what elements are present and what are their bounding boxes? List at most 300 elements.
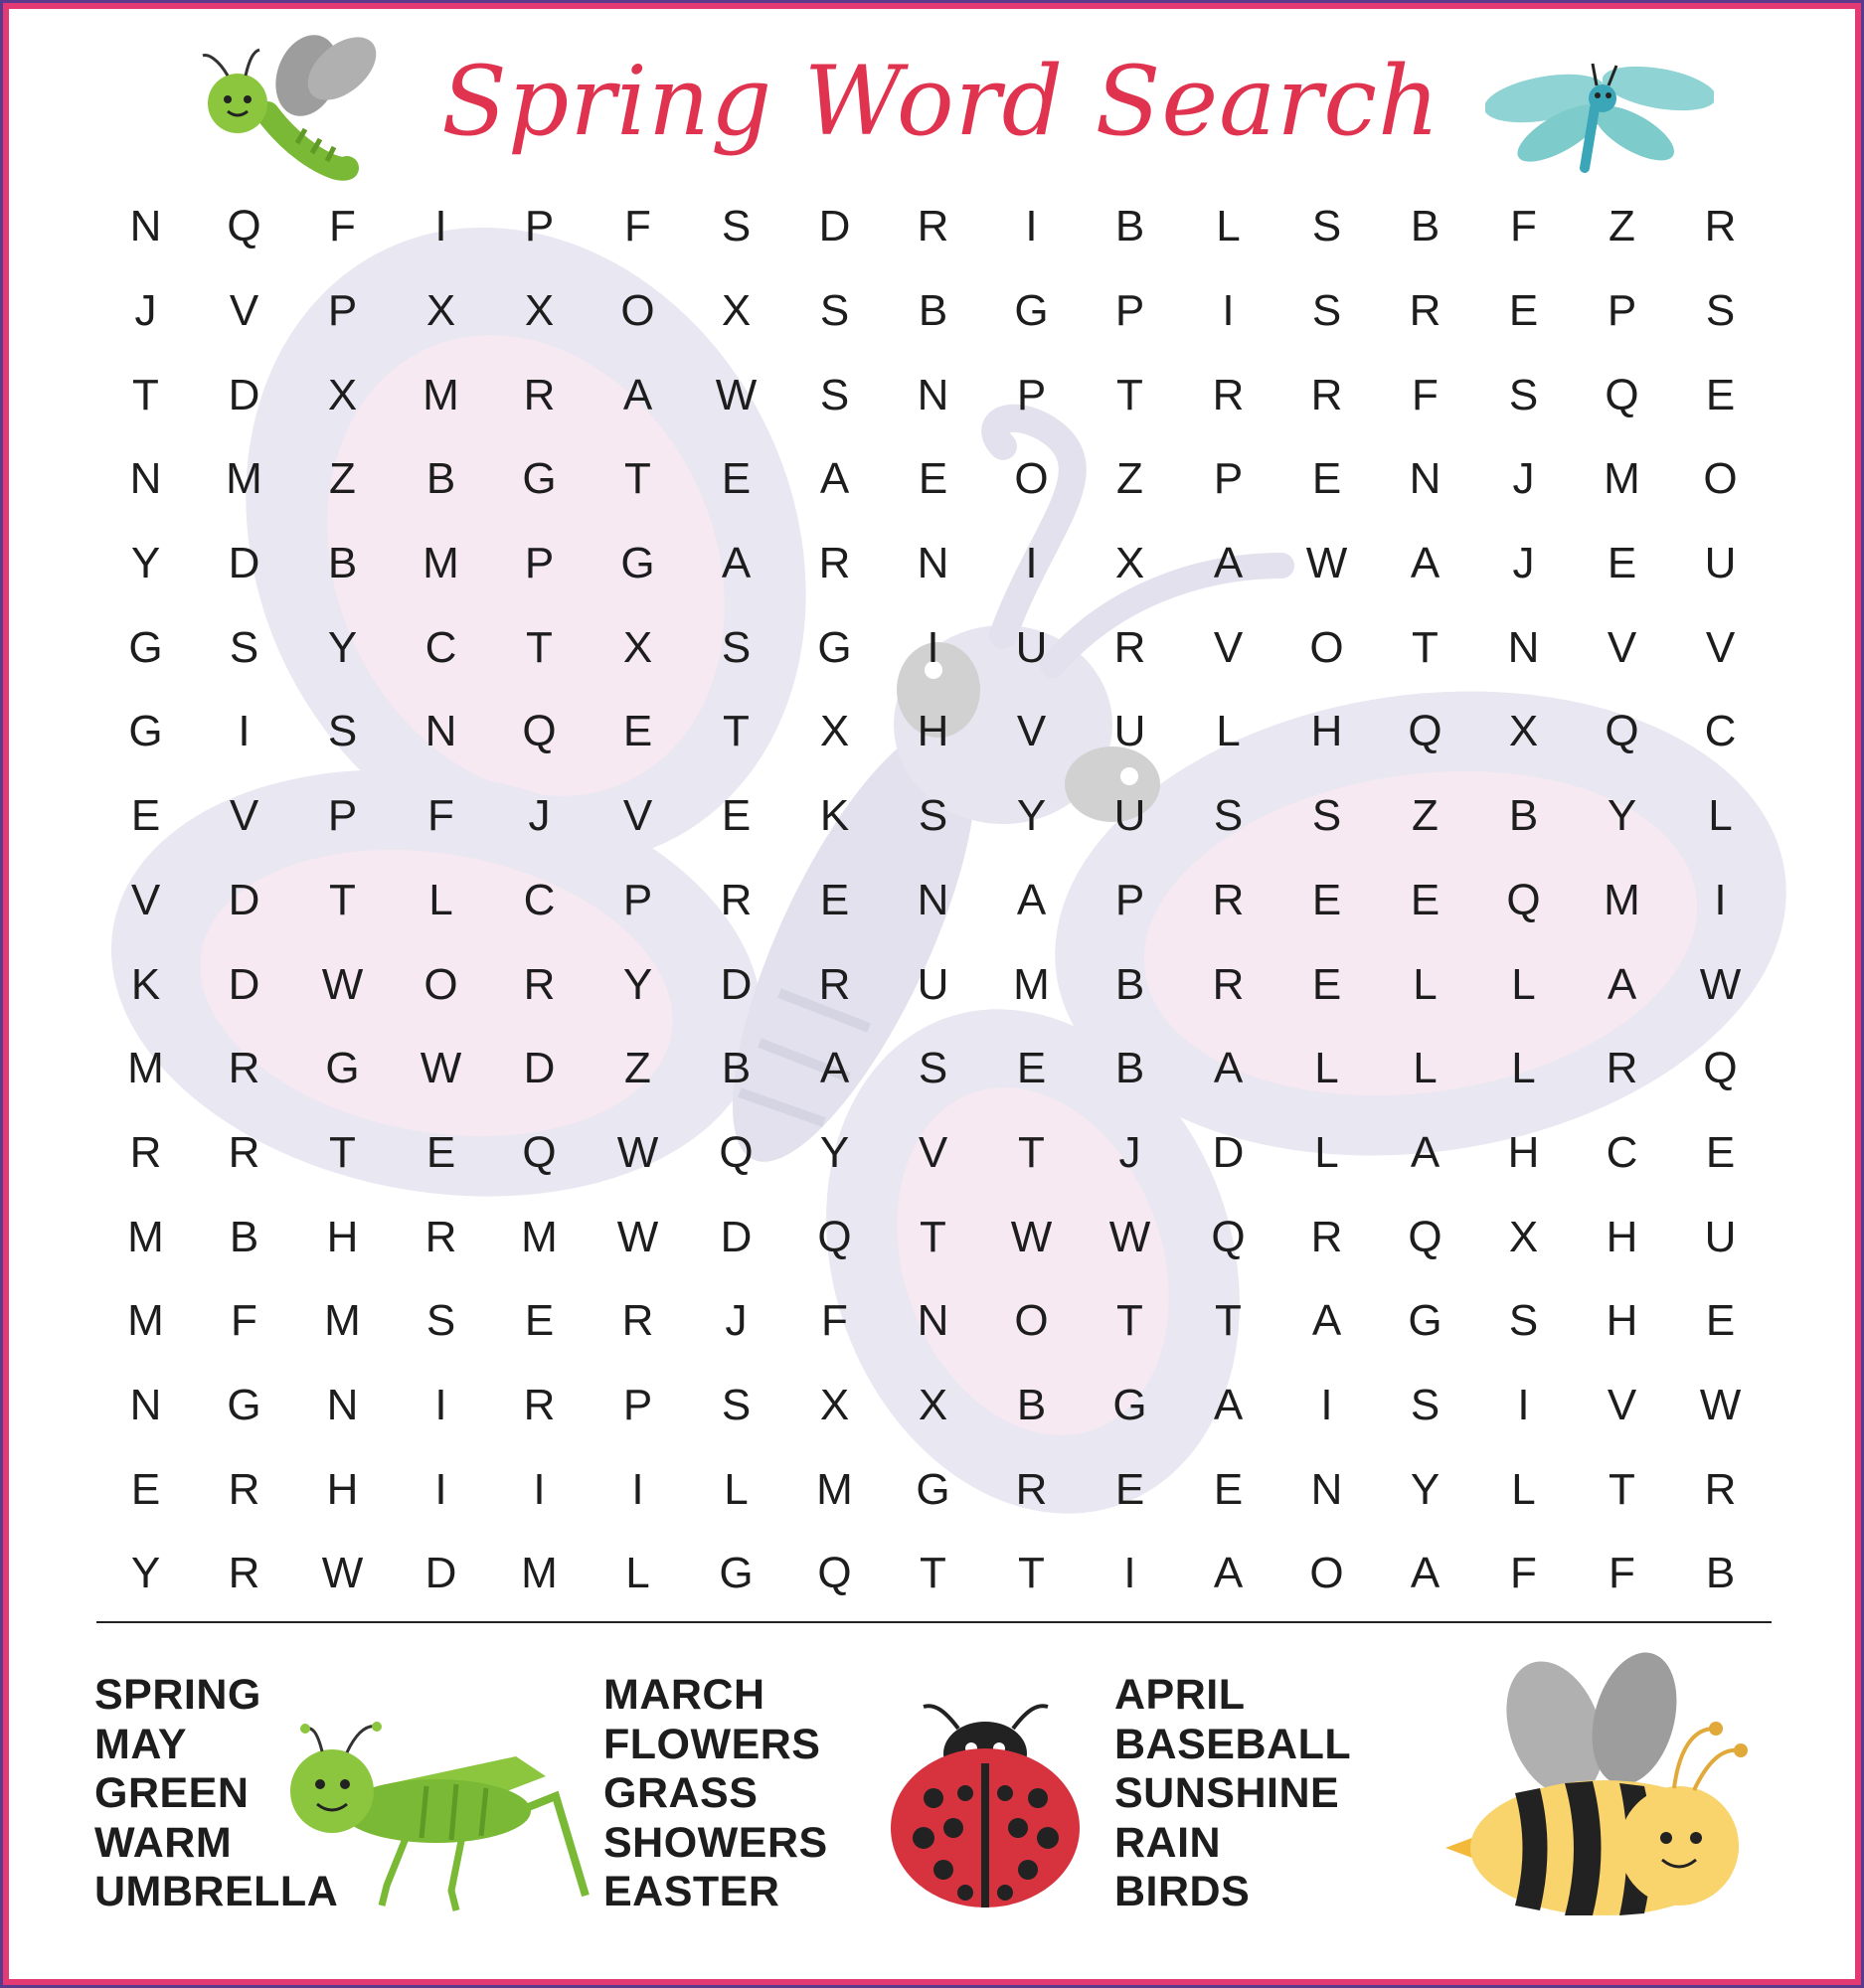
grid-letter[interactable]: F <box>231 1296 257 1346</box>
grid-letter[interactable]: Z <box>329 454 356 504</box>
grid-letter[interactable]: G <box>1112 1380 1147 1429</box>
grid-letter[interactable]: V <box>1607 622 1637 672</box>
grid-letter[interactable]: Y <box>622 959 653 1009</box>
grid-letter[interactable]: W <box>715 370 758 419</box>
grid-letter[interactable]: D <box>720 959 753 1009</box>
grid-letter[interactable]: I <box>631 1464 644 1514</box>
grid-letter[interactable]: P <box>1607 286 1637 336</box>
grid-letter[interactable]: W <box>1305 539 1348 588</box>
grid-letter[interactable]: P <box>1016 370 1047 419</box>
grid-letter[interactable]: S <box>1508 1296 1539 1346</box>
word-item: WARM <box>94 1818 233 1867</box>
grid-letter[interactable]: X <box>425 286 456 336</box>
grid-letter[interactable]: V <box>918 1127 948 1177</box>
grid-letter[interactable]: X <box>1508 1212 1539 1261</box>
grid-letter[interactable]: B <box>1508 791 1539 841</box>
grid-letter[interactable]: S <box>721 1380 752 1429</box>
grid-letter[interactable]: E <box>1508 286 1539 336</box>
grid-letter[interactable]: W <box>321 959 364 1009</box>
grid-letter[interactable]: O <box>1703 454 1738 504</box>
grid-letter[interactable]: W <box>616 1212 659 1261</box>
grid-letter[interactable]: A <box>1016 875 1047 924</box>
grid-letter[interactable]: T <box>920 1549 946 1598</box>
grid-letter[interactable]: B <box>1114 959 1145 1009</box>
grid-letter[interactable]: R <box>523 959 556 1009</box>
grid-letter[interactable]: D <box>228 539 260 588</box>
grid-letter[interactable]: E <box>721 791 752 841</box>
grid-letter[interactable]: G <box>522 454 557 504</box>
grid-letter[interactable]: L <box>625 1549 650 1598</box>
grid-letter[interactable]: I <box>1320 1380 1333 1429</box>
grid-letter[interactable]: O <box>1014 454 1049 504</box>
grid-letter[interactable]: E <box>721 454 752 504</box>
word-item: SUNSHINE <box>1114 1769 1340 1817</box>
grid-letter[interactable]: W <box>321 1549 364 1598</box>
grid-letter[interactable]: N <box>326 1380 359 1429</box>
grid-letter[interactable]: O <box>424 959 458 1009</box>
grid-letter[interactable]: L <box>1314 1044 1339 1093</box>
grid-letter[interactable]: I <box>927 622 939 672</box>
grid-letter[interactable]: R <box>1212 875 1245 924</box>
grid-letter[interactable]: B <box>327 539 358 588</box>
grid-letter[interactable]: F <box>427 791 454 841</box>
grid-letter[interactable]: P <box>327 286 358 336</box>
grid-letter[interactable]: D <box>523 1044 556 1093</box>
grid-letter[interactable]: T <box>624 454 651 504</box>
grid-letter[interactable]: G <box>128 707 163 756</box>
grid-letter[interactable]: Q <box>1408 707 1442 756</box>
grid-letter[interactable]: Q <box>817 1549 852 1598</box>
grid-letter[interactable]: Y <box>327 622 358 672</box>
grid-letter[interactable]: R <box>228 1549 260 1598</box>
grid-letter[interactable]: J <box>725 1296 748 1346</box>
grid-letter[interactable]: S <box>1311 791 1342 841</box>
grid-letter[interactable]: O <box>620 286 655 336</box>
grid-letter[interactable]: O <box>1309 622 1344 672</box>
grid-letter[interactable]: M <box>324 1296 361 1346</box>
grid-letter[interactable]: A <box>1213 1549 1244 1598</box>
grid-letter[interactable]: N <box>917 539 949 588</box>
grid-letter[interactable]: P <box>622 1380 653 1429</box>
grid-letter[interactable]: F <box>624 202 651 251</box>
grid-letter[interactable]: P <box>327 791 358 841</box>
grid-letter[interactable]: R <box>1310 1212 1343 1261</box>
grid-letter[interactable]: X <box>1114 539 1145 588</box>
grid-letter[interactable]: N <box>917 370 949 419</box>
grid-letter[interactable]: F <box>329 202 356 251</box>
grid-letter[interactable]: S <box>1311 202 1342 251</box>
grid-letter[interactable]: L <box>1511 959 1536 1009</box>
grid-letter[interactable]: T <box>1116 370 1143 419</box>
grid-letter[interactable]: B <box>425 454 456 504</box>
grid-letter[interactable]: G <box>620 539 655 588</box>
grid-letter[interactable]: G <box>325 1044 360 1093</box>
grid-letter[interactable]: V <box>229 791 259 841</box>
grid-letter[interactable]: Z <box>1116 454 1143 504</box>
grid-letter[interactable]: Q <box>817 1212 852 1261</box>
grid-letter[interactable]: E <box>1607 539 1637 588</box>
grid-letter[interactable]: M <box>127 1296 164 1346</box>
grid-letter[interactable]: R <box>129 1127 162 1177</box>
grid-letter[interactable]: R <box>621 1296 654 1346</box>
grid-letter[interactable]: D <box>228 370 260 419</box>
grid-letter[interactable]: R <box>228 1127 260 1177</box>
grid-letter[interactable]: R <box>1704 202 1737 251</box>
grid-letter[interactable]: P <box>524 539 555 588</box>
grid-letter[interactable]: B <box>1114 202 1145 251</box>
word-item: RAIN <box>1114 1818 1222 1867</box>
grid-letter[interactable]: M <box>521 1212 558 1261</box>
grid-letter[interactable]: P <box>622 875 653 924</box>
grid-letter[interactable]: T <box>526 622 553 672</box>
grid-letter[interactable]: S <box>229 622 259 672</box>
grid-letter[interactable]: W <box>616 1127 659 1177</box>
grid-letter[interactable]: A <box>819 1044 850 1093</box>
grid-letter[interactable]: E <box>1311 959 1342 1009</box>
grid-letter[interactable]: E <box>1016 1044 1047 1093</box>
word-item: EASTER <box>603 1868 780 1915</box>
grid-letter[interactable]: L <box>1511 1464 1536 1514</box>
grid-letter[interactable]: O <box>1309 1549 1344 1598</box>
grid-letter[interactable]: R <box>523 370 556 419</box>
grid-letter[interactable]: V <box>1016 707 1047 756</box>
grid-letter[interactable]: Y <box>130 1549 161 1598</box>
grid-letter[interactable]: W <box>1010 1212 1053 1261</box>
grid-letter[interactable]: S <box>1213 791 1244 841</box>
grid-letter[interactable]: R <box>1310 370 1343 419</box>
grid-letter[interactable]: E <box>130 1464 161 1514</box>
grid-letter[interactable]: F <box>1510 202 1537 251</box>
grid-letter[interactable]: S <box>819 370 850 419</box>
grid-letter[interactable]: L <box>428 875 453 924</box>
grid-letter[interactable]: D <box>818 202 851 251</box>
grid-letter[interactable]: I <box>434 202 447 251</box>
word-item: GRASS <box>603 1769 759 1817</box>
grid-letter[interactable]: E <box>1311 875 1342 924</box>
grid-letter[interactable]: S <box>1508 370 1539 419</box>
grid-letter[interactable]: N <box>129 454 162 504</box>
grid-letter[interactable]: B <box>1016 1380 1047 1429</box>
grid-letter[interactable]: S <box>327 707 358 756</box>
grid-letter[interactable]: N <box>129 202 162 251</box>
grid-letter[interactable]: V <box>1705 622 1736 672</box>
grid-letter[interactable]: G <box>227 1380 261 1429</box>
grid-letter[interactable]: T <box>1412 622 1439 672</box>
grid-letter[interactable]: I <box>238 707 251 756</box>
grid-letter[interactable]: H <box>326 1464 359 1514</box>
grid-letter[interactable]: J <box>528 791 551 841</box>
grid-letter[interactable]: C <box>1606 1127 1638 1177</box>
word-list-column-2 <box>603 1671 828 1917</box>
grid-letter[interactable]: M <box>816 1464 853 1514</box>
grid-letter[interactable]: N <box>424 707 457 756</box>
grid-letter[interactable]: J <box>134 286 157 336</box>
grid-letter[interactable]: A <box>1410 1127 1440 1177</box>
grid-letter[interactable]: Y <box>130 539 161 588</box>
grid-letter[interactable]: I <box>1517 1380 1530 1429</box>
grid-letter[interactable]: C <box>1704 707 1737 756</box>
grid-letter[interactable]: D <box>720 1212 753 1261</box>
grid-letter[interactable]: Q <box>1408 1212 1442 1261</box>
grid-letter[interactable]: E <box>1705 370 1736 419</box>
grid-letter[interactable]: Q <box>1703 1044 1738 1093</box>
grid-letter[interactable]: S <box>425 1296 456 1346</box>
grid-letter[interactable]: F <box>1609 1549 1635 1598</box>
grid-letter[interactable]: Y <box>1607 791 1637 841</box>
grid-letter[interactable]: L <box>1511 1044 1536 1093</box>
grid-letter[interactable]: Q <box>522 1127 557 1177</box>
grid-letter[interactable]: R <box>228 1044 260 1093</box>
grid-letter[interactable]: B <box>229 1212 259 1261</box>
grid-letter[interactable]: S <box>918 1044 948 1093</box>
grid-letter[interactable]: Z <box>1609 202 1635 251</box>
grid-letter[interactable]: X <box>819 707 850 756</box>
grid-letter[interactable]: X <box>819 1380 850 1429</box>
grid-letter[interactable]: I <box>1714 875 1727 924</box>
grid-letter[interactable]: K <box>130 959 161 1009</box>
grid-letter[interactable]: H <box>1606 1212 1638 1261</box>
grid-letter[interactable]: R <box>1606 1044 1638 1093</box>
grid-letter[interactable]: R <box>1015 1464 1048 1514</box>
grid-letter[interactable]: I <box>434 1464 447 1514</box>
grid-letter[interactable]: M <box>1013 959 1050 1009</box>
grid-letter[interactable]: L <box>1216 202 1241 251</box>
grid-letter[interactable]: A <box>1213 539 1244 588</box>
grid-letter[interactable]: Q <box>1605 370 1639 419</box>
grid-letter[interactable]: R <box>818 959 851 1009</box>
grid-letter[interactable]: S <box>918 791 948 841</box>
grid-letter[interactable]: F <box>1510 1549 1537 1598</box>
grid-letter[interactable]: H <box>1507 1127 1540 1177</box>
grid-letter[interactable]: C <box>424 622 457 672</box>
grid-letter[interactable]: F <box>821 1296 848 1346</box>
word-item: FLOWERS <box>603 1720 821 1768</box>
grid-letter[interactable]: T <box>1215 1296 1242 1346</box>
grid-letter[interactable]: X <box>721 286 752 336</box>
grid-letter[interactable]: S <box>1705 286 1736 336</box>
grid-letter[interactable]: B <box>1114 1044 1145 1093</box>
grid-letter[interactable]: F <box>1412 370 1439 419</box>
grid-letter[interactable]: T <box>329 875 356 924</box>
grid-letter[interactable]: Y <box>819 1127 850 1177</box>
grid-letter[interactable]: N <box>917 1296 949 1346</box>
grid-letter[interactable]: Y <box>1016 791 1047 841</box>
grid-letter[interactable]: S <box>721 202 752 251</box>
grid-letter[interactable]: I <box>1025 202 1038 251</box>
grid-letter[interactable]: I <box>434 1380 447 1429</box>
grid-letter[interactable]: H <box>1606 1296 1638 1346</box>
grid-letter[interactable]: A <box>1213 1044 1244 1093</box>
grid-letter[interactable]: G <box>719 1549 754 1598</box>
grid-letter[interactable]: I <box>1222 286 1235 336</box>
grid-letter[interactable]: G <box>1408 1296 1442 1346</box>
grid-letter[interactable]: D <box>424 1549 457 1598</box>
grid-letter[interactable]: I <box>1123 1549 1136 1598</box>
grid-letter[interactable]: X <box>524 286 555 336</box>
grid-letter[interactable]: P <box>524 202 555 251</box>
grid-letter[interactable]: L <box>1216 707 1241 756</box>
grid-letter[interactable]: I <box>533 1464 546 1514</box>
grid-letter[interactable]: V <box>229 286 259 336</box>
grid-letter[interactable]: Y <box>1410 1464 1440 1514</box>
grid-letter[interactable]: W <box>1108 1212 1151 1261</box>
grid-letter[interactable]: D <box>1212 1127 1245 1177</box>
grid-letter[interactable]: X <box>918 1380 948 1429</box>
grid-letter[interactable]: V <box>1607 1380 1637 1429</box>
grid-letter[interactable]: R <box>228 1464 260 1514</box>
grid-letter[interactable]: J <box>1512 539 1535 588</box>
grid-letter[interactable]: D <box>228 959 260 1009</box>
grid-letter[interactable]: A <box>1607 959 1637 1009</box>
grid-letter[interactable]: H <box>1310 707 1343 756</box>
grid-letter[interactable]: T <box>920 1212 946 1261</box>
grid-letter[interactable]: N <box>129 1380 162 1429</box>
grid-letter[interactable]: X <box>327 370 358 419</box>
grid-letter[interactable]: R <box>720 875 753 924</box>
grid-letter[interactable]: Q <box>522 707 557 756</box>
grid-letter[interactable]: J <box>1512 454 1535 504</box>
grid-letter[interactable]: G <box>916 1464 950 1514</box>
word-item: UMBRELLA <box>94 1868 339 1915</box>
grid-letter[interactable]: M <box>127 1212 164 1261</box>
grid-letter[interactable]: E <box>622 707 653 756</box>
grid-letter[interactable]: G <box>1014 286 1049 336</box>
grid-letter[interactable]: W <box>1699 959 1742 1009</box>
word-item: GREEN <box>94 1769 250 1817</box>
grid-letter[interactable]: U <box>1113 791 1146 841</box>
grid-letter[interactable]: W <box>420 1044 462 1093</box>
grid-letter[interactable]: N <box>1507 622 1540 672</box>
grid-letter[interactable]: R <box>917 202 949 251</box>
grid-letter[interactable]: B <box>1410 202 1440 251</box>
grid-letter[interactable]: K <box>819 791 850 841</box>
grid-letter[interactable]: R <box>1212 370 1245 419</box>
grid-letter[interactable]: E <box>819 875 850 924</box>
grid-letter[interactable]: E <box>918 454 948 504</box>
grid-letter[interactable]: E <box>130 791 161 841</box>
grid-letter[interactable]: Q <box>1506 875 1541 924</box>
grid-letter[interactable]: E <box>1114 1464 1145 1514</box>
grid-letter[interactable]: O <box>1014 1296 1049 1346</box>
grid-letter[interactable]: G <box>817 622 852 672</box>
grid-letter[interactable]: R <box>1704 1464 1737 1514</box>
grid-letter[interactable]: L <box>1413 959 1438 1009</box>
grid-letter[interactable]: G <box>128 622 163 672</box>
grid-letter[interactable]: R <box>1212 959 1245 1009</box>
grid-letter[interactable]: U <box>1704 539 1737 588</box>
grid-letter[interactable]: A <box>622 370 653 419</box>
grid-letter[interactable]: R <box>424 1212 457 1261</box>
grid-letter[interactable]: Q <box>1211 1212 1246 1261</box>
grid-letter[interactable]: H <box>326 1212 359 1261</box>
grid-letter[interactable]: P <box>1213 454 1244 504</box>
grid-letter[interactable]: L <box>1708 791 1733 841</box>
grid-letter[interactable]: B <box>721 1044 752 1093</box>
grid-letter[interactable]: R <box>818 539 851 588</box>
grid-letter[interactable]: B <box>1705 1549 1736 1598</box>
grid-letter[interactable]: V <box>1213 622 1244 672</box>
grid-letter[interactable]: E <box>1213 1464 1244 1514</box>
grid-letter[interactable]: T <box>723 707 750 756</box>
grid-letter[interactable]: N <box>917 875 949 924</box>
grid-letter[interactable]: A <box>721 539 752 588</box>
grid-letter[interactable]: X <box>622 622 653 672</box>
grid-letter[interactable]: H <box>917 707 949 756</box>
grid-letter[interactable]: V <box>622 791 653 841</box>
grid-letter[interactable]: U <box>1113 707 1146 756</box>
grid-letter[interactable]: M <box>1604 454 1640 504</box>
grid-letter[interactable]: M <box>1604 875 1640 924</box>
grid-letter[interactable]: A <box>1311 1296 1342 1346</box>
grid-letter[interactable]: R <box>523 1380 556 1429</box>
grid-letter[interactable]: U <box>917 959 949 1009</box>
letter-grid[interactable] <box>96 185 1770 1616</box>
grid-letter[interactable]: N <box>1310 1464 1343 1514</box>
grid-letter[interactable]: E <box>1705 1127 1736 1177</box>
grid-letter[interactable]: T <box>132 370 159 419</box>
grid-letter[interactable]: S <box>819 286 850 336</box>
grid-letter[interactable]: Q <box>227 202 261 251</box>
grid-letter[interactable]: S <box>721 622 752 672</box>
grid-letter[interactable]: U <box>1704 1212 1737 1261</box>
grid-letter[interactable]: P <box>1114 875 1145 924</box>
grid-letter[interactable]: A <box>1213 1380 1244 1429</box>
grid-letter[interactable]: W <box>1699 1380 1742 1429</box>
grid-letter[interactable]: T <box>1018 1127 1045 1177</box>
grid-letter[interactable]: M <box>226 454 262 504</box>
grid-letter[interactable]: Z <box>624 1044 651 1093</box>
grid-letter[interactable]: N <box>1409 454 1441 504</box>
grid-letter[interactable]: T <box>329 1127 356 1177</box>
grid-letter[interactable]: L <box>724 1464 749 1514</box>
grid-letter[interactable]: J <box>1118 1127 1141 1177</box>
grid-letter[interactable]: T <box>1018 1549 1045 1598</box>
grid-letter[interactable]: T <box>1609 1464 1635 1514</box>
grid-letter[interactable]: R <box>1409 286 1441 336</box>
grid-letter[interactable]: I <box>1025 539 1038 588</box>
grid-letter[interactable]: L <box>1413 1044 1438 1093</box>
grid-letter[interactable]: S <box>1410 1380 1440 1429</box>
grid-letter[interactable]: R <box>1113 622 1146 672</box>
grid-letter[interactable]: M <box>127 1044 164 1093</box>
grid-letter[interactable]: A <box>1410 539 1440 588</box>
grid-letter[interactable]: Q <box>719 1127 754 1177</box>
word-item: SPRING <box>94 1671 261 1719</box>
grid-letter[interactable]: S <box>1311 286 1342 336</box>
grid-letter[interactable]: E <box>425 1127 456 1177</box>
grid-letter[interactable]: T <box>1116 1296 1143 1346</box>
grid-letter[interactable]: U <box>1015 622 1048 672</box>
grid-letter[interactable]: E <box>1705 1296 1736 1346</box>
grid-letter[interactable]: D <box>228 875 260 924</box>
grid-letter[interactable]: M <box>423 370 459 419</box>
grid-letter[interactable]: A <box>819 454 850 504</box>
grid-letter[interactable]: A <box>1410 1549 1440 1598</box>
grid-letter[interactable]: Z <box>1412 791 1439 841</box>
grid-letter[interactable]: X <box>1508 707 1539 756</box>
grid-letter[interactable]: P <box>1114 286 1145 336</box>
grid-letter[interactable]: V <box>130 875 161 924</box>
grid-letter[interactable]: E <box>1311 454 1342 504</box>
grid-letter[interactable]: M <box>423 539 459 588</box>
grid-letter[interactable]: C <box>523 875 556 924</box>
grid-letter[interactable]: E <box>1410 875 1440 924</box>
grid-letter[interactable]: B <box>918 286 948 336</box>
grid-letter[interactable]: E <box>524 1296 555 1346</box>
grid-letter[interactable]: L <box>1314 1127 1339 1177</box>
grid-letter[interactable]: Q <box>1605 707 1639 756</box>
grid-letter[interactable]: M <box>521 1549 558 1598</box>
